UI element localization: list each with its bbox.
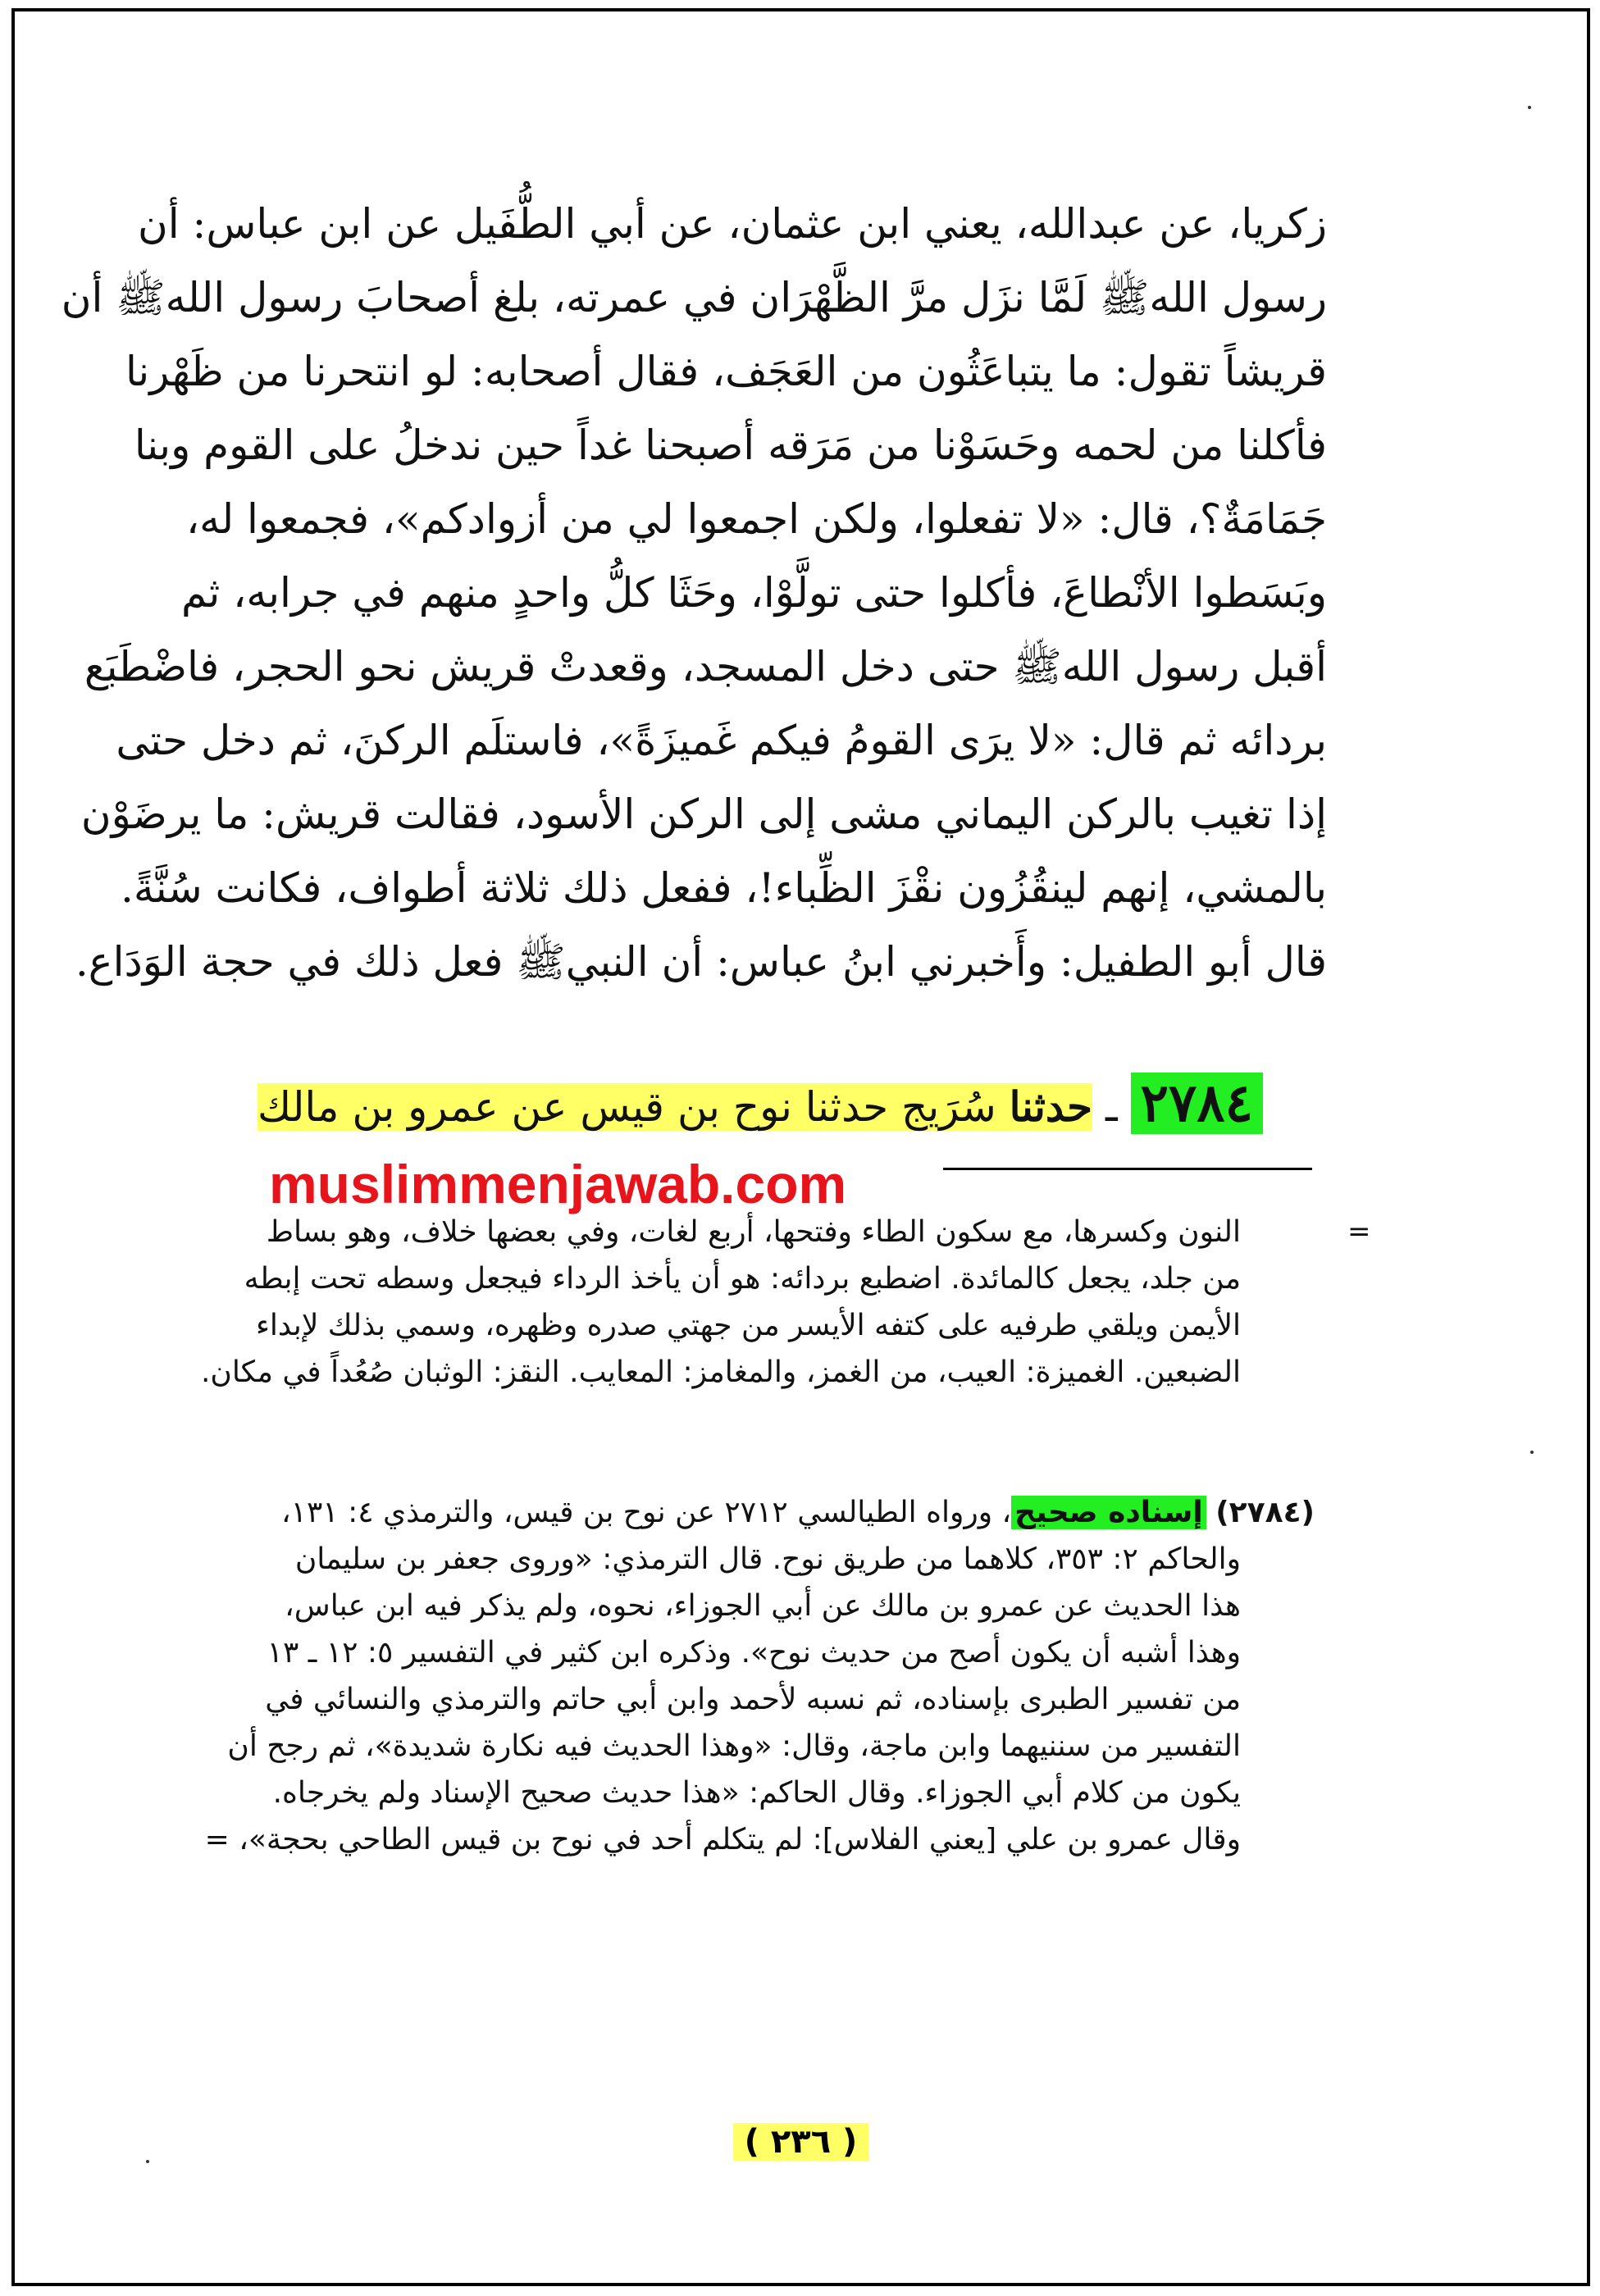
isnad-first-line-rest: ، ورواه الطيالسي ٢٧١٢ عن نوح بن قيس، والترمذي ٤: ١٣١،	[281, 1496, 1012, 1529]
isnad-line: يكون من كلام أبي الجوزاء. وقال الحاكم: «هذا حديث صحيح الإسناد ولم يخرجاه.	[272, 1776, 1241, 1810]
hadith-heading	[258, 1075, 1263, 1136]
isnad-line: من تفسير الطبرى بإسناده، ثم نسبه لأحمد وابن أبي حاتم والترمذي والنسائي في	[265, 1683, 1241, 1716]
isnad-note	[199, 1489, 1315, 1863]
main-line: قريشاً تقول: ما يتباعَثُون من العَجَف، فقال أصحابه: لو انتحرنا من ظَهْرنا	[125, 348, 1327, 395]
isnad-first-line	[199, 1489, 1315, 1536]
main-line: وبَسَطوا الأنْطاعَ، فأكلوا حتى تولَّوْا، وحَثَا كلُّ واحدٍ منهم في جرابه، ثم	[181, 569, 1327, 617]
main-line: بالمشي، إنهم لينقُزُون نقْزَ الظِّباء!، ففعل ذلك ثلاثة أطواف، فكانت سُنَّةً.	[120, 864, 1327, 912]
isnad-line: هذا الحديث عن عمرو بن مالك عن أبي الجوزاء، نحوه، ولم يذكر فيه ابن عباس،	[285, 1589, 1241, 1623]
hadith-chain	[258, 1083, 1092, 1131]
isnad-number: (٢٧٨٤)	[1215, 1496, 1315, 1529]
footnote-line: النون وكسرها، مع سكون الطاء وفتحها، أربع لغات، وفي بعضها خلاف، وهو بساط	[266, 1215, 1241, 1249]
main-line: زكريا، عن عبدالله، يعني ابن عثمان، عن أبي الطُّفَيل عن ابن عباس: أن	[138, 200, 1327, 248]
isnad-line: والحاكم ٢: ٣٥٣، كلاهما من طريق نوح. قال الترمذي: «وروى جعفر بن سليمان	[294, 1542, 1241, 1576]
watermark: muslimmenjawab.com	[269, 1154, 847, 1214]
footnote-line: الضبعين. الغميزة: العيب، من الغمز، والمغامز: المعايب. النقز: الوثبان صُعُداً في مكان.	[200, 1355, 1241, 1389]
book-page	[15, 11, 1587, 2283]
hadith-number: ٢٧٨٤	[1131, 1073, 1264, 1134]
main-text	[61, 187, 1327, 999]
main-line: فأكلنا من لحمه وحَسَوْنا من مَرَقه أصبحنا غداً حين ندخلُ على القوم وبنا	[134, 421, 1327, 469]
isnad-line: وهذا أشبه أن يكون أصح من حديث نوح». وذكره ابن كثير في التفسير ٥: ١٢ ـ ١٣	[267, 1636, 1241, 1670]
main-line: بردائه ثم قال: «لا يرَى القومُ فيكم غَميزَةً»، فاستلَم الركنَ، ثم دخل حتى	[116, 717, 1327, 764]
footnotes-top	[199, 1209, 1241, 1396]
isnad-label: إسناده صحيح	[1011, 1496, 1206, 1529]
footnote-line: من جلد، يجعل كالمائدة. اضطبع بردائه: هو أن يأخذ الرداء فيجعل وسطه تحت إبطه	[244, 1262, 1241, 1296]
isnad-line: وقال عمرو بن علي [يعني الفلاس]: لم يتكلم أحد في نوح بن قيس الطاحي بحجة»، =	[204, 1823, 1241, 1856]
footnote-divider	[943, 1168, 1312, 1170]
main-line: إذا تغيب بالركن اليماني مشى إلى الركن الأسود، فقالت قريش: ما يرضَوْن	[80, 790, 1327, 838]
continuation-mark-top: =	[1347, 1215, 1371, 1248]
hadith-chain-rest: سُرَيج حدثنا نوح بن قيس عن عمرو بن مالك	[258, 1083, 996, 1131]
main-line: رسول اللهﷺ لَمَّا نزَل مرَّ الظَّهْرَان في عمرته، بلغ أصحابَ رسول اللهﷺ أن	[61, 274, 1327, 321]
page-number: ( ٢٣٦ )	[733, 2123, 869, 2161]
footnote-line: الأيمن ويلقي طرفيه على كتفه الأيسر من جهتي صدره وظهره، وسمي بذلك لإبداء	[255, 1309, 1241, 1342]
page-frame	[11, 8, 1590, 2286]
main-line: جَمَامَةٌ؟، قال: «لا تفعلوا، ولكن اجمعوا لي من أزوادكم»، فجمعوا له،	[185, 495, 1327, 543]
scan-speck	[1530, 1451, 1534, 1454]
hadith-dash: ـ	[1105, 1083, 1118, 1131]
scan-speck	[146, 2160, 149, 2163]
isnad-line: التفسير من سننيهما وابن ماجة، وقال: «وهذا الحديث فيه نكارة شديدة»، ثم رجح أن	[227, 1729, 1241, 1763]
main-line: أقبل رسول اللهﷺ حتى دخل المسجد، وقعدتْ قريش نحو الحجر، فاضْطَبَع	[84, 643, 1327, 690]
scan-speck	[1528, 106, 1531, 109]
main-line: قال أبو الطفيل: وأَخبرني ابنُ عباس: أن النبيﷺ فعل ذلك في حجة الوَدَاع.	[75, 938, 1327, 986]
hadith-first-word: حدثنا	[1009, 1082, 1093, 1131]
